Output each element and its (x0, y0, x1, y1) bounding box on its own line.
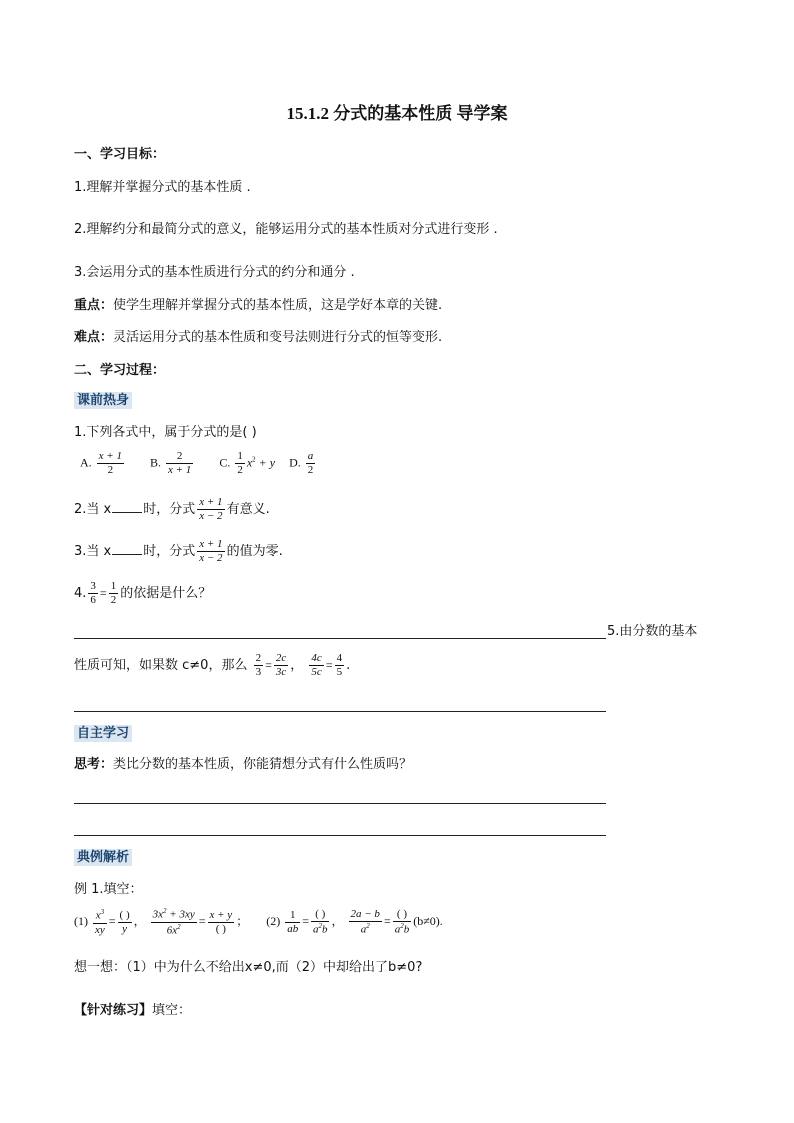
option-a-label: A. (80, 455, 92, 470)
goal-1: 1.理解并掌握分式的基本性质 . (74, 180, 251, 195)
self-study-tag: 自主学习 (74, 725, 132, 742)
option-b-label: B. (149, 455, 161, 470)
example-tag: 典例解析 (74, 849, 132, 866)
warmup-tag: 课前热身 (74, 392, 132, 409)
page-title: 15.1.2 分式的基本性质 导学案 (286, 104, 508, 123)
ex1-fraction-2[interactable]: $\frac{( )}{y}$ (119, 908, 130, 935)
self-study-tag-wrap (74, 726, 132, 742)
ex1-fraction-6[interactable]: $\frac{( )}{a^2b}$ (312, 907, 328, 936)
question-2: 2.当 x 时，分式 $\frac{x + 1}{x - 2}$ 有意义. (74, 496, 270, 523)
answer-blank[interactable] (112, 542, 142, 555)
section1-heading: 一、学习目标： (74, 147, 166, 162)
answer-blank[interactable] (112, 500, 142, 513)
option-b-fraction: $\frac{2}{x + 1}$ (168, 450, 192, 477)
q4-fraction-right: $\frac{1}{2}$ (110, 580, 117, 607)
difficulty-label: 难点： (74, 330, 114, 345)
question-1: 1.下列各式中，属于分式的是( ) (74, 425, 257, 440)
difficulty-text: 灵活运用分式的基本性质和变号法则进行分式的恒等变形. (113, 330, 443, 345)
ex1-fraction-3: $\frac{3x^2 + 3xy}{6x^2}$ (152, 907, 195, 937)
think-label: 思考： (74, 757, 114, 772)
option-a-fraction: $\frac{x + 1}{2}$ (98, 450, 122, 477)
think-prompt (74, 757, 412, 773)
option-d-label: D. (289, 455, 301, 470)
q5-fraction-2: $\frac{2c}{3c}$ (275, 652, 287, 679)
answer-line[interactable] (74, 638, 606, 639)
warmup-tag-wrap (74, 393, 132, 409)
option-c-label: C. (219, 455, 231, 470)
q5-fraction-1: $\frac{2}{3}$ (255, 652, 262, 679)
ex1-fraction-4[interactable]: $\frac{x + y}{( )}$ (209, 908, 233, 935)
answer-line[interactable] (74, 835, 606, 836)
answer-line[interactable] (74, 803, 606, 804)
q3-fraction: $\frac{x + 1}{x - 2}$ (199, 538, 223, 565)
section2-heading: 二、学习过程： (74, 363, 166, 378)
ponder-question: 想一想：（1）中为什么不给出x≠0,而（2）中却给出了b≠0? (74, 960, 423, 975)
practice-text: 填空： (152, 1003, 192, 1018)
q5-fraction-4: $\frac{4}{5}$ (336, 652, 343, 679)
key-text: 使学生理解并掌握分式的基本性质，这是学好本章的关键. (113, 298, 443, 313)
answer-line[interactable] (74, 711, 606, 712)
ex1-fraction-1: $\frac{x^3}{xy}$ (95, 907, 105, 936)
ex1-fraction-8[interactable]: $\frac{( )}{a^2b}$ (394, 907, 410, 936)
q2-fraction: $\frac{x + 1}{x - 2}$ (199, 496, 223, 523)
practice-heading (74, 1003, 191, 1019)
example-1-equations: (1) $\frac{x^3}{xy}$ = $\frac{( )}{y}$ ， $\frac{3x^2 + 3xy}{6x^2}$ = $\frac{x + y}{( )}$ ； (2) $\frac{1}{ab}$ = $\frac{( )}{a^2b}$ ， $\frac{2a - b}{a^2}$ = $\frac{( )}{a^2b}$ (b≠0). (74, 907, 443, 937)
question-3: 3.当 x 时，分式 $\frac{x + 1}{x - 2}$ 的值为零. (74, 538, 283, 565)
goal-2: 2.理解约分和最简分式的意义，能够运用分式的基本性质对分式进行变形 . (74, 222, 498, 237)
key-point (74, 298, 442, 314)
option-c-fraction: $\frac{1}{2}$ (237, 450, 243, 477)
goal-3: 3.会运用分式的基本性质进行分式的约分和通分 . (74, 265, 355, 280)
ex1-fraction-5: $\frac{1}{ab}$ (287, 908, 299, 935)
example-1-title: 例 1.填空： (74, 882, 143, 897)
practice-bracket: 【针对练习】 (74, 1003, 153, 1018)
question-5-start: 5.由分数的基本 (607, 624, 698, 639)
key-label: 重点： (74, 298, 114, 313)
think-text: 类比分数的基本性质，你能猜想分式有什么性质吗？ (113, 757, 413, 772)
option-d-fraction: $\frac{a}{2}$ (307, 450, 314, 477)
q5-fraction-3: $\frac{4c}{5c}$ (311, 652, 322, 679)
question-4: 4. $\frac{3}{6}$ = $\frac{1}{2}$ 的依据是什么？ (74, 580, 212, 607)
question-5-line2: 性质可知，如果数 c≠0，那么 $\frac{2}{3}$ = $\frac{2c}{3c}$ ， $\frac{4c}{5c}$ = $\frac{4}{5}$ . (74, 652, 351, 679)
example-tag-wrap (74, 850, 132, 866)
difficulty-point (74, 330, 442, 346)
question-1-options: A. $\frac{x + 1}{2}$ B. $\frac{2}{x + 1}$ C. $\frac{1}{2}$ $x^2 + y$ D. $\frac{a}{2}$ (80, 450, 314, 477)
q4-fraction-left: $\frac{3}{6}$ (90, 580, 96, 607)
ex1-fraction-7: $\frac{2a - b}{a^2}$ (350, 907, 380, 936)
